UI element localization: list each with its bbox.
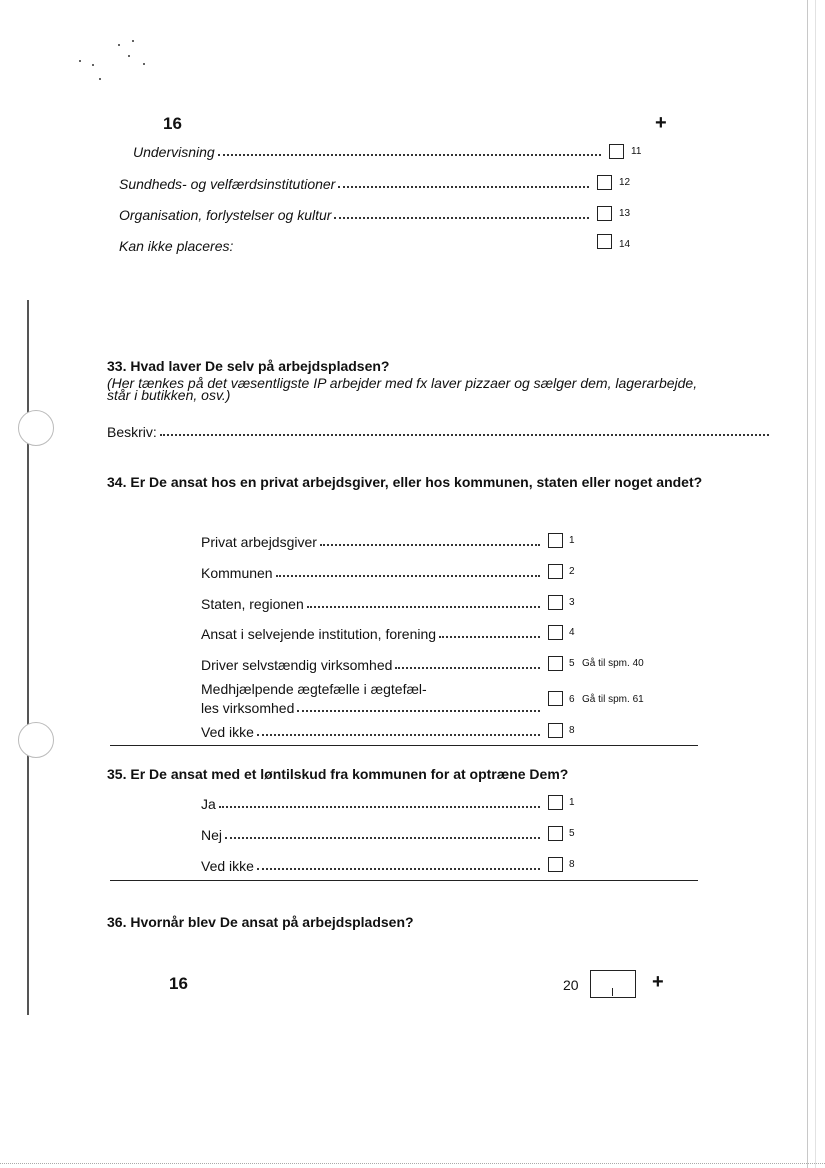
option-label: Privat arbejdsgiver <box>201 534 317 550</box>
option-row <box>201 823 544 843</box>
checkbox-selvejende-institution[interactable] <box>548 625 563 640</box>
option-row <box>201 592 544 612</box>
registration-mark-bottom: + <box>652 971 664 993</box>
checkbox-ved-ikke-34[interactable] <box>548 723 563 738</box>
leader-dots <box>218 154 601 156</box>
option-code: 6 <box>569 694 575 705</box>
option-code: 1 <box>569 535 575 546</box>
scan-edge-right-faint <box>815 0 816 1168</box>
option-label: Kan ikke placeres: <box>119 238 234 254</box>
option-label: Ved ikke <box>201 724 254 740</box>
leader-dots <box>395 667 540 669</box>
leader-dots <box>439 636 540 638</box>
option-code: 14 <box>619 239 631 250</box>
question-33-note-line1: (Her tænkes på det væsentligste IP arbejder med fx laver pizzaer og sælger dem, lagerarbejde, <box>107 375 698 391</box>
option-code: 13 <box>619 208 631 219</box>
option-code: 5 <box>569 828 575 839</box>
option-label: Driver selvstændig virksomhed <box>201 657 393 673</box>
option-row <box>119 203 593 223</box>
option-label: Sundheds- og velfærdsinstitutioner <box>119 176 336 192</box>
option-label: Nej <box>201 827 223 843</box>
checkbox-ved-ikke-35[interactable] <box>548 857 563 872</box>
option-code: 8 <box>569 859 575 870</box>
describe-row <box>107 420 773 440</box>
registration-mark-top: + <box>655 112 667 134</box>
checkbox-ja[interactable] <box>548 795 563 810</box>
question-36-title: 36. Hvornår blev De ansat på arbejdspladsen? <box>107 914 414 930</box>
option-code: 1 <box>569 797 575 808</box>
field-divider-tick <box>612 988 613 996</box>
option-label: Ansat i selvejende institution, forening <box>201 626 437 642</box>
punch-hole-upper <box>18 410 54 446</box>
option-code: 8 <box>569 725 575 736</box>
option-code: 5 <box>569 658 575 669</box>
option-row <box>133 140 605 160</box>
checkbox-undervisning[interactable] <box>609 144 624 159</box>
option-row <box>201 622 544 642</box>
section-divider <box>110 745 698 746</box>
question-34-title: 34. Er De ansat hos en privat arbejdsgiver, eller hos kommunen, staten eller noget andet? <box>107 474 703 490</box>
option-row <box>119 172 593 192</box>
checkbox-selvstaendig-virksomhed[interactable] <box>548 656 563 671</box>
page-number-bottom: 16 <box>169 974 188 993</box>
leader-dots <box>334 217 589 219</box>
page-number-top: 16 <box>163 114 182 133</box>
option-row <box>201 720 544 740</box>
field-code-label: 20 <box>563 977 579 993</box>
leader-dots <box>219 806 540 808</box>
option-row <box>201 530 544 550</box>
scan-edge-left <box>27 300 29 1015</box>
question-33-note-line2: står i butikken, osv.) <box>107 387 231 403</box>
speck <box>128 55 130 57</box>
option-row <box>201 561 544 581</box>
leader-dots <box>307 606 540 608</box>
option-code: 11 <box>631 146 642 157</box>
scan-edge-bottom <box>0 1163 825 1164</box>
option-row <box>119 234 419 254</box>
option-label-line1: Medhjælpende ægtefælle i ægtefæl- <box>201 681 427 697</box>
question-33-title: 33. Hvad laver De selv på arbejdspladsen? <box>107 358 390 374</box>
scan-edge-right <box>807 0 808 1168</box>
speck <box>99 78 101 80</box>
option-code: 3 <box>569 597 575 608</box>
speck <box>92 64 94 66</box>
skip-instruction: Gå til spm. 40 <box>582 658 644 669</box>
skip-instruction: Gå til spm. 61 <box>582 694 644 705</box>
speck <box>79 60 81 62</box>
leader-dots <box>257 734 540 736</box>
checkbox-organisation[interactable] <box>597 206 612 221</box>
option-label: Undervisning <box>133 144 215 160</box>
option-code: 12 <box>619 177 631 188</box>
checkbox-medhjaelpende-aegtefaelle[interactable] <box>548 691 563 706</box>
leader-dots <box>338 186 589 188</box>
checkbox-privat-arbejdsgiver[interactable] <box>548 533 563 548</box>
option-label: Staten, regionen <box>201 596 304 612</box>
speck <box>118 44 120 46</box>
option-row <box>201 696 544 716</box>
speck <box>143 63 145 65</box>
answer-field-box[interactable] <box>590 970 636 998</box>
checkbox-sundheds[interactable] <box>597 175 612 190</box>
option-label-line2: les virksomhed <box>201 700 295 716</box>
speck <box>132 40 134 42</box>
leader-dots <box>225 837 540 839</box>
describe-label: Beskriv: <box>107 424 157 440</box>
option-row <box>201 854 544 874</box>
option-code: 2 <box>569 566 575 577</box>
section-divider <box>110 880 698 881</box>
leader-dots <box>276 575 540 577</box>
question-35-title: 35. Er De ansat med et løntilskud fra kommunen for at optræne Dem? <box>107 766 569 782</box>
leader-dots <box>297 710 540 712</box>
leader-dots <box>320 544 540 546</box>
checkbox-nej[interactable] <box>548 826 563 841</box>
option-label: Kommunen <box>201 565 273 581</box>
punch-hole-lower <box>18 722 54 758</box>
describe-answer-line[interactable] <box>160 434 769 436</box>
leader-dots <box>257 868 540 870</box>
checkbox-kan-ikke-placeres[interactable] <box>597 234 612 249</box>
option-label: Ved ikke <box>201 858 254 874</box>
checkbox-kommunen[interactable] <box>548 564 563 579</box>
checkbox-staten-regionen[interactable] <box>548 595 563 610</box>
option-label: Organisation, forlystelser og kultur <box>119 207 332 223</box>
option-label: Ja <box>201 796 216 812</box>
option-row <box>201 792 544 812</box>
option-code: 4 <box>569 627 575 638</box>
option-row <box>201 653 544 673</box>
